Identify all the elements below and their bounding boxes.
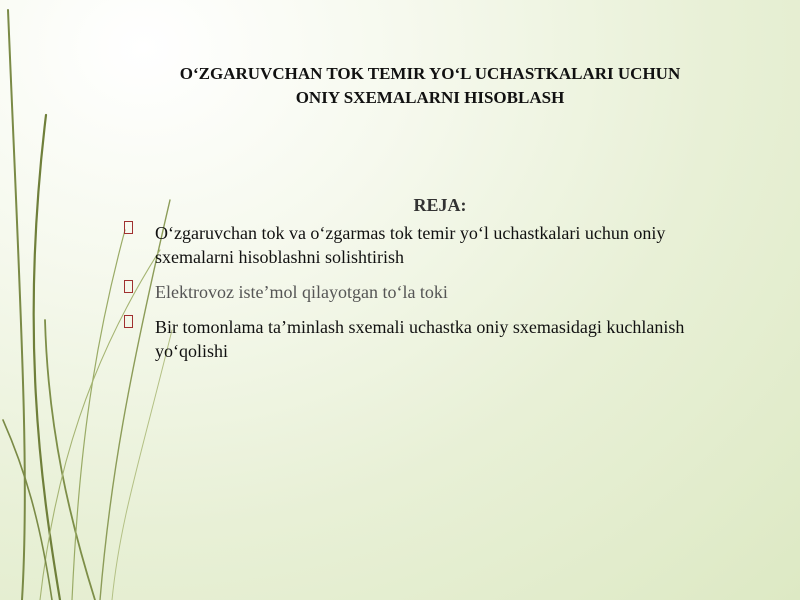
decor-curve-7 [3,420,52,600]
plan-item-1 [120,221,740,269]
slide-title-line-2: ONIY SXEMALARNI HISOBLASH [295,88,565,107]
square-bullet-icon [124,280,133,293]
square-bullet-icon [124,315,133,328]
slide-title [110,62,750,110]
plan-item-text: O‘zgaruvchan tok va o‘zgarmas tok temir yo‘l uchastkalari uchun oniy sxemalarni hisoblashni solishtirish [155,223,666,267]
square-bullet-icon [124,221,133,234]
plan-item-3 [120,315,740,363]
plan-item-text: Elektrovoz iste’mol qilayotgan to‘la toki [155,282,448,302]
plan-item-text: Bir tomonlama ta’minlash sxemali uchastka oniy sxemasidagi kuchlanish yo‘qolishi [155,317,685,361]
plan-section [120,193,740,374]
slide-title-line-1: O‘ZGARUVCHAN TOK TEMIR YO‘L UCHASTKALARI UCHUN [179,64,681,83]
plan-list [120,221,740,363]
plan-heading: REJA: [413,195,467,215]
plan-item-2 [120,280,740,304]
decor-curve-1 [8,10,25,600]
